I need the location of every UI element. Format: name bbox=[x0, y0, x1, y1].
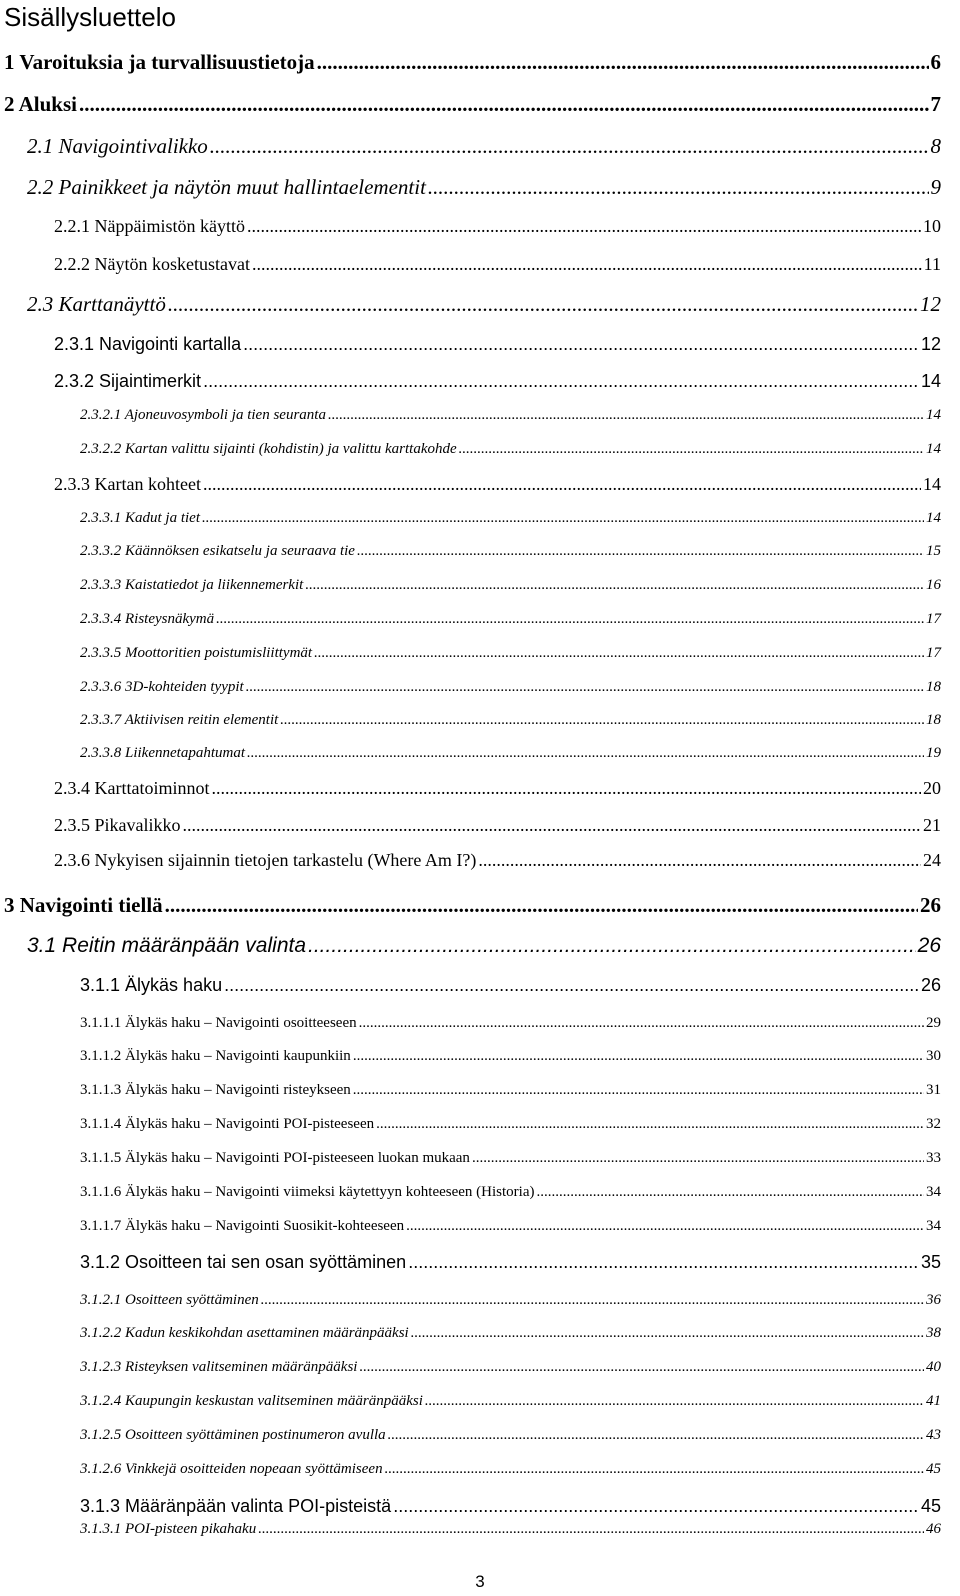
toc-entry[interactable] bbox=[80, 543, 941, 560]
toc-entry-page: 11 bbox=[923, 254, 941, 274]
toc-entry-label: 2.3.3.2 Käännöksen esikatselu ja seuraava tie bbox=[80, 543, 355, 559]
toc-entry-page: 19 bbox=[926, 745, 941, 761]
toc-entry[interactable] bbox=[54, 216, 941, 237]
toc-entry[interactable] bbox=[80, 1184, 941, 1201]
toc-entry[interactable] bbox=[80, 1116, 941, 1133]
toc-entry[interactable] bbox=[54, 778, 941, 799]
dot-leader bbox=[425, 1393, 924, 1410]
toc-entry[interactable] bbox=[80, 1393, 941, 1410]
toc-entry-page: 35 bbox=[920, 1252, 941, 1272]
dot-leader bbox=[183, 815, 922, 836]
toc-entry-page: 18 bbox=[926, 679, 941, 695]
dot-leader bbox=[478, 850, 921, 871]
toc-entry-label: 2.3.2 Sijaintimerkit bbox=[54, 371, 202, 391]
toc-entry[interactable] bbox=[80, 1082, 941, 1099]
toc-entry[interactable] bbox=[54, 815, 941, 836]
toc-entry[interactable] bbox=[54, 850, 941, 871]
dot-leader bbox=[357, 543, 924, 560]
dot-leader bbox=[406, 1218, 924, 1235]
toc-entry[interactable] bbox=[80, 1252, 941, 1273]
toc-title: Sisällysluettelo bbox=[4, 2, 176, 32]
toc-entry-page: 15 bbox=[926, 543, 941, 559]
toc-entry[interactable] bbox=[80, 1359, 941, 1376]
toc-entry-label: 3.1.1 Älykäs haku bbox=[80, 975, 223, 995]
page-number: 3 bbox=[475, 1572, 485, 1591]
dot-leader bbox=[203, 371, 919, 392]
toc-entry-page: 18 bbox=[926, 712, 941, 728]
dot-leader bbox=[210, 134, 929, 159]
toc-entry-label: 3.1.1.3 Älykäs haku – Navigointi risteykseen bbox=[80, 1082, 351, 1098]
dot-leader bbox=[211, 778, 921, 799]
toc-entry-label: 3.1.1.6 Älykäs haku – Navigointi viimeksi käytettyyn kohteeseen (Historia) bbox=[80, 1184, 535, 1200]
toc-entry-label: 3.1.2.4 Kaupungin keskustan valitseminen määränpääksi bbox=[80, 1393, 423, 1409]
toc-entry[interactable] bbox=[80, 441, 941, 458]
dot-leader bbox=[305, 577, 924, 594]
dot-leader bbox=[359, 1015, 924, 1032]
toc-entry-label: 2.3.3.5 Moottoritien poistumisliittymät bbox=[80, 645, 313, 661]
toc-entry-page: 9 bbox=[930, 175, 941, 199]
toc-entry-page: 10 bbox=[923, 216, 941, 236]
toc-entry-label: 3 Navigointi tiellä bbox=[4, 893, 163, 917]
dot-leader bbox=[165, 893, 918, 918]
toc-entry-page: 45 bbox=[926, 1461, 941, 1477]
toc-entry-label: 2.2 Painikkeet ja näytön muut hallintaelementit bbox=[27, 175, 426, 199]
toc-entry-label: 2.3.3 Kartan kohteet bbox=[54, 474, 201, 494]
dot-leader bbox=[359, 1359, 924, 1376]
dot-leader bbox=[317, 50, 929, 75]
toc-entry-page: 33 bbox=[926, 1150, 941, 1166]
dot-leader bbox=[428, 175, 929, 200]
toc-entry[interactable] bbox=[80, 611, 941, 628]
toc-entry-label: 2 Aluksi bbox=[4, 92, 77, 116]
toc-entry-page: 7 bbox=[930, 92, 941, 116]
toc-entry-page: 14 bbox=[926, 407, 941, 423]
toc-entry-page: 17 bbox=[926, 611, 941, 627]
toc-entry[interactable] bbox=[80, 745, 941, 762]
toc-entry[interactable] bbox=[80, 1218, 941, 1235]
toc-entry-page: 14 bbox=[926, 441, 941, 457]
dot-leader bbox=[258, 1521, 924, 1538]
dot-leader bbox=[224, 975, 919, 996]
toc-entry[interactable] bbox=[80, 712, 941, 729]
dot-leader bbox=[537, 1184, 925, 1201]
toc-entry-page: 17 bbox=[926, 645, 941, 661]
toc-entry[interactable] bbox=[54, 371, 941, 392]
toc-entry[interactable] bbox=[4, 92, 941, 117]
toc-entry-label: 3.1.1.4 Älykäs haku – Navigointi POI-pisteeseen bbox=[80, 1116, 375, 1132]
toc-entry-label: 2.3.3.8 Liikennetapahtumat bbox=[80, 745, 245, 761]
dot-leader bbox=[252, 254, 922, 275]
toc-entry-label: 3.1.2.5 Osoitteen syöttäminen postinumeron avulla bbox=[80, 1427, 386, 1443]
toc-entry-page: 12 bbox=[920, 334, 941, 354]
toc-entry-page: 8 bbox=[930, 134, 941, 158]
toc-entry-page: 21 bbox=[923, 815, 941, 835]
toc-entry-label: 2.3.3.3 Kaistatiedot ja liikennemerkit bbox=[80, 577, 304, 593]
toc-entry-label: 2.3.5 Pikavalikko bbox=[54, 815, 181, 835]
toc-entry-page: 45 bbox=[920, 1496, 941, 1516]
dot-leader bbox=[246, 679, 924, 696]
toc-entry[interactable] bbox=[80, 1325, 941, 1342]
toc-entry-label: 2.3.6 Nykyisen sijainnin tietojen tarkastelu (Where Am I?) bbox=[54, 850, 477, 870]
toc-entry[interactable] bbox=[80, 679, 941, 696]
toc-entry[interactable] bbox=[80, 1015, 941, 1032]
toc-entry-page: 36 bbox=[926, 1292, 941, 1308]
toc-entry-label: 1 Varoituksia ja turvallisuustietoja bbox=[4, 50, 315, 74]
toc-entry-label: 3.1.2.2 Kadun keskikohdan asettaminen määränpääksi bbox=[80, 1325, 409, 1341]
toc-entry[interactable] bbox=[54, 474, 941, 495]
dot-leader bbox=[261, 1292, 924, 1309]
toc-entry-label: 2.3.3.6 3D-kohteiden tyypit bbox=[80, 679, 244, 695]
toc-entry[interactable] bbox=[80, 577, 941, 594]
toc-entry-page: 12 bbox=[920, 292, 941, 316]
toc-entry-page: 34 bbox=[926, 1218, 941, 1234]
toc-entry[interactable] bbox=[27, 292, 941, 317]
toc-entry-page: 41 bbox=[926, 1393, 941, 1409]
toc-entry[interactable] bbox=[80, 1461, 941, 1478]
dot-leader bbox=[472, 1150, 924, 1167]
toc-entry-label: 3.1 Reitin määränpään valinta bbox=[27, 934, 307, 957]
dot-leader bbox=[247, 745, 924, 762]
toc-entry-page: 26 bbox=[920, 975, 941, 995]
toc-entry-page: 6 bbox=[930, 50, 941, 74]
toc-entry-label: 2.3.1 Navigointi kartalla bbox=[54, 334, 242, 354]
dot-leader bbox=[168, 292, 918, 317]
toc-entry-label: 3.1.3.1 POI-pisteen pikahaku bbox=[80, 1521, 257, 1537]
dot-leader bbox=[353, 1082, 924, 1099]
toc-entry-page: 20 bbox=[923, 778, 941, 798]
toc-entry[interactable] bbox=[27, 175, 941, 200]
dot-leader bbox=[411, 1325, 924, 1342]
toc-entry-page: 29 bbox=[926, 1015, 941, 1031]
toc-entry[interactable] bbox=[54, 334, 941, 355]
dot-leader bbox=[328, 407, 924, 424]
dot-leader bbox=[314, 645, 924, 662]
toc-entry-label: 3.1.2.3 Risteyksen valitseminen määränpääksi bbox=[80, 1359, 358, 1375]
toc-entry-label: 3.1.2.6 Vinkkejä osoitteiden nopeaan syöttämiseen bbox=[80, 1461, 383, 1477]
dot-leader bbox=[388, 1427, 924, 1444]
toc-entry-label: 3.1.1.1 Älykäs haku – Navigointi osoitteeseen bbox=[80, 1015, 357, 1031]
toc-entry[interactable] bbox=[80, 645, 941, 662]
toc-entry-page: 31 bbox=[926, 1082, 941, 1098]
dot-leader bbox=[202, 510, 924, 527]
toc-entry-page: 14 bbox=[920, 371, 941, 391]
toc-entry[interactable] bbox=[80, 1427, 941, 1444]
toc-entry-page: 30 bbox=[926, 1048, 941, 1064]
dot-leader bbox=[216, 611, 924, 628]
dot-leader bbox=[393, 1496, 919, 1517]
dot-leader bbox=[280, 712, 924, 729]
toc-entry-label: 3.1.2.1 Osoitteen syöttäminen bbox=[80, 1292, 259, 1308]
toc-entry-label: 3.1.1.5 Älykäs haku – Navigointi POI-pisteeseen luokan mukaan bbox=[80, 1150, 470, 1166]
toc-entry[interactable] bbox=[4, 893, 941, 918]
toc-entry-page: 40 bbox=[926, 1359, 941, 1375]
toc-entry-label: 3.1.2 Osoitteen tai sen osan syöttäminen bbox=[80, 1252, 407, 1272]
toc-entry-page: 26 bbox=[920, 893, 941, 917]
toc-entry-label: 2.3.3.1 Kadut ja tiet bbox=[80, 510, 200, 526]
toc-entry[interactable] bbox=[27, 134, 941, 159]
toc-entry-label: 2.1 Navigointivalikko bbox=[27, 134, 208, 158]
dot-leader bbox=[247, 216, 921, 237]
toc-entry-label: 2.3.2.2 Kartan valittu sijainti (kohdistin) ja valittu karttakohde bbox=[80, 441, 457, 457]
toc-entry[interactable] bbox=[80, 510, 941, 527]
toc-entry-page: 26 bbox=[917, 934, 941, 957]
toc-entry-label: 2.3.2.1 Ajoneuvosymboli ja tien seuranta bbox=[80, 407, 326, 423]
toc-entry-label: 2.3 Karttanäyttö bbox=[27, 292, 166, 316]
toc-entry[interactable] bbox=[27, 934, 941, 958]
toc-entry-label: 2.3.3.4 Risteysnäkymä bbox=[80, 611, 215, 627]
toc-entry-label: 2.3.4 Karttatoiminnot bbox=[54, 778, 210, 798]
toc-entry-page: 24 bbox=[923, 850, 941, 870]
dot-leader bbox=[203, 474, 921, 495]
toc-entry-label: 3.1.1.7 Älykäs haku – Navigointi Suosikit-kohteeseen bbox=[80, 1218, 405, 1234]
dot-leader bbox=[459, 441, 924, 458]
toc-entry-page: 32 bbox=[926, 1116, 941, 1132]
dot-leader bbox=[408, 1252, 919, 1273]
toc-entry-page: 14 bbox=[923, 474, 941, 494]
toc-entry-label: 2.2.2 Näytön kosketustavat bbox=[54, 254, 250, 274]
dot-leader bbox=[308, 934, 916, 958]
toc-entry-page: 38 bbox=[926, 1325, 941, 1341]
toc-entry[interactable] bbox=[80, 1150, 941, 1167]
toc-entry[interactable] bbox=[80, 975, 941, 996]
toc-entry-page: 43 bbox=[926, 1427, 941, 1443]
toc-entry-page: 46 bbox=[926, 1521, 941, 1537]
toc-entry-label: 3.1.1.2 Älykäs haku – Navigointi kaupunkiin bbox=[80, 1048, 351, 1064]
toc-entry[interactable] bbox=[80, 1048, 941, 1065]
toc-entry-label: 2.3.3.7 Aktiivisen reitin elementit bbox=[80, 712, 279, 728]
toc-entry[interactable] bbox=[80, 1496, 941, 1517]
toc-entry[interactable] bbox=[4, 50, 941, 75]
dot-leader bbox=[79, 92, 929, 117]
dot-leader bbox=[376, 1116, 924, 1133]
toc-entry[interactable] bbox=[80, 1521, 941, 1538]
dot-leader bbox=[385, 1461, 924, 1478]
toc-entry[interactable] bbox=[54, 254, 941, 275]
dot-leader bbox=[353, 1048, 924, 1065]
toc-entry-page: 14 bbox=[926, 510, 941, 526]
toc-entry[interactable] bbox=[80, 407, 941, 424]
toc-entry[interactable] bbox=[80, 1292, 941, 1309]
toc-entry-page: 16 bbox=[926, 577, 941, 593]
toc-entry-label: 2.2.1 Näppäimistön käyttö bbox=[54, 216, 245, 236]
dot-leader bbox=[243, 334, 919, 355]
toc-entry-label: 3.1.3 Määränpään valinta POI-pisteistä bbox=[80, 1496, 392, 1516]
toc-entry-page: 34 bbox=[926, 1184, 941, 1200]
